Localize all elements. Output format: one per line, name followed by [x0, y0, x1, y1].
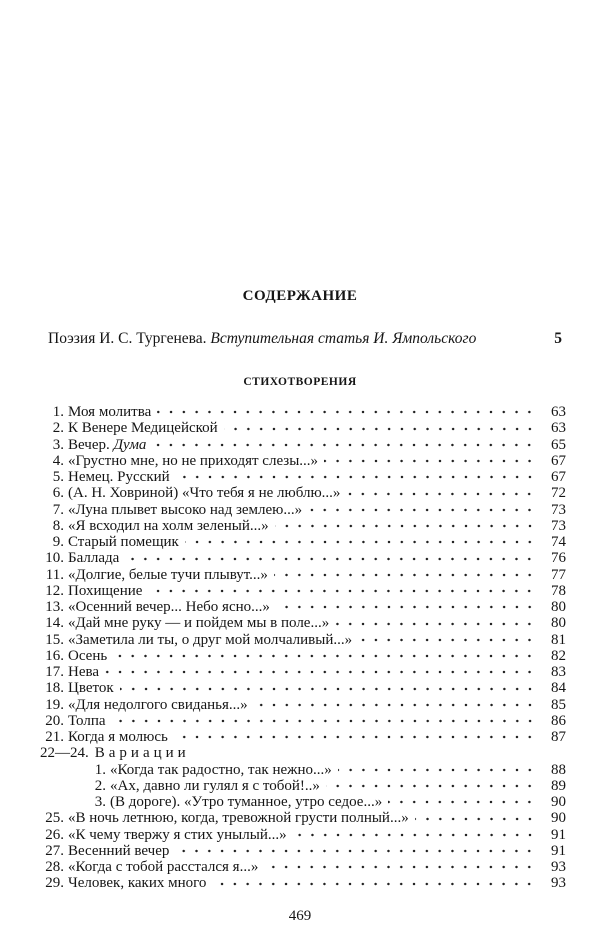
dot-leader [274, 570, 536, 580]
entry-number: 7. [52, 501, 64, 518]
entry-title: Старый помещик [68, 534, 179, 550]
entry-number: 10. [45, 550, 64, 567]
entry-page: 85 [551, 696, 566, 713]
dot-leader [293, 830, 536, 840]
entry-page: 86 [551, 712, 566, 729]
dot-leader [326, 781, 536, 791]
dot-leader [152, 440, 536, 450]
dot-leader [388, 797, 536, 807]
entry-title: Человек, каких много [68, 875, 207, 892]
toc-entry[interactable] [40, 518, 566, 534]
entry-number: 16. [45, 647, 64, 664]
entry-title: «Заметила ли ты, о друг мой молчаливый...» [68, 631, 353, 648]
toc-entry[interactable] [40, 827, 566, 843]
toc-entry[interactable] [40, 485, 566, 501]
entry-page: 83 [551, 664, 566, 680]
entry-page: 84 [551, 680, 566, 697]
entry-number: 28. [45, 859, 64, 875]
entry-page: 73 [551, 501, 566, 518]
dot-leader [105, 667, 536, 677]
dot-leader [346, 489, 536, 499]
entry-page: 80 [551, 615, 566, 632]
toc-entry[interactable] [40, 453, 566, 469]
toc-entry[interactable] [40, 713, 566, 729]
toc-entry[interactable] [40, 697, 566, 713]
entry-title: Похищение [68, 582, 143, 599]
entry-page: 63 [551, 404, 566, 420]
entry-title: Баллада [68, 550, 120, 567]
toc-entry[interactable] [40, 843, 566, 859]
dot-leader [324, 456, 536, 466]
entry-page: 81 [551, 631, 566, 648]
entry-number: 2. [94, 777, 106, 794]
entry-number: 19. [45, 696, 64, 713]
entry-number: 9. [52, 534, 64, 550]
entry-page: 73 [551, 517, 566, 534]
toc-list [40, 404, 566, 892]
entry-page: 93 [551, 859, 566, 875]
entry-page: 90 [551, 794, 566, 810]
entry-number: 29. [45, 875, 64, 892]
entry-number: 26. [45, 826, 64, 843]
toc-entry[interactable] [40, 664, 566, 680]
intro-page: 5 [554, 330, 562, 347]
entry-title: Вариации [94, 745, 190, 762]
dot-leader [176, 472, 536, 482]
entry-page: 90 [551, 810, 566, 827]
toc-entry[interactable] [40, 599, 566, 615]
entry-title: «В ночь летнюю, когда, тревожной грусти полный...» [68, 810, 409, 827]
entry-page: 77 [551, 566, 566, 583]
toc-group-heading [40, 745, 566, 761]
entry-title: К Венере Медицейской [68, 420, 218, 437]
entry-page: 65 [551, 436, 566, 453]
toc-entry[interactable] [40, 778, 566, 794]
entry-page: 91 [551, 826, 566, 843]
toc-entry[interactable] [40, 680, 566, 696]
entry-number: 22—24. [40, 745, 89, 762]
dot-leader [275, 521, 536, 531]
entry-number: 12. [45, 582, 64, 599]
entry-title: (В дороге). «Утро туманное, утро седое...» [110, 794, 383, 810]
toc-entry[interactable] [40, 810, 566, 826]
entry-title: «Луна плывет высоко над землею...» [68, 501, 303, 518]
dot-leader [112, 716, 536, 726]
entry-page: 87 [551, 729, 566, 745]
entry-page: 91 [551, 842, 566, 859]
entry-title: «Когда с тобой расстался я...» [68, 859, 259, 875]
toc-entry[interactable] [40, 583, 566, 599]
entry-page: 76 [551, 550, 566, 567]
dot-leader [224, 424, 536, 434]
entry-number: 6. [52, 485, 64, 502]
toc-entry[interactable] [40, 437, 566, 453]
toc-entry[interactable] [40, 762, 566, 778]
entry-number: 8. [52, 517, 64, 534]
entry-title: «Долгие, белые тучи плывут...» [68, 566, 268, 583]
dot-leader [264, 862, 536, 872]
dot-leader [308, 505, 536, 515]
entry-title: Цветок [68, 680, 114, 697]
entry-title: Весенний вечер [68, 842, 170, 859]
dot-leader [254, 700, 536, 710]
contents-title: СОДЕРЖАНИЕ [242, 288, 358, 304]
entry-number: 5. [52, 469, 64, 485]
toc-entry[interactable] [40, 550, 566, 566]
toc-entry[interactable] [40, 615, 566, 631]
toc-entry[interactable] [40, 567, 566, 583]
dot-leader [175, 846, 536, 856]
dot-leader [120, 684, 536, 694]
dot-leader [338, 765, 536, 775]
entry-number: 3. [94, 794, 106, 810]
entry-title: Моя молитва [68, 404, 152, 420]
entry-number: 1. [94, 761, 106, 778]
entry-page: 72 [551, 485, 566, 502]
entry-title: «Для недолгого свиданья...» [68, 696, 248, 713]
entry-number: 11. [45, 566, 64, 583]
entry-page: 89 [551, 777, 566, 794]
entry-title: Немец. Русский [68, 469, 170, 485]
dot-leader [157, 407, 536, 417]
entry-title: «Я всходил на холм зеленый...» [68, 517, 269, 534]
entry-title: (А. Н. Ховриной) «Что тебя я не люблю...» [68, 485, 341, 502]
entry-page: 82 [551, 647, 566, 664]
toc-entry[interactable] [40, 648, 566, 664]
entry-page: 78 [551, 582, 566, 599]
entry-number: 15. [45, 631, 64, 648]
dot-leader [276, 602, 536, 612]
entry-page: 63 [551, 420, 566, 437]
entry-number: 2. [52, 420, 64, 437]
entry-title: «Осенний вечер... Небо ясно...» [68, 599, 270, 615]
entry-number: 18. [45, 680, 64, 697]
intro-text: Поэзия И. С. Тургенева. Вступительная статья И. Ямпольского [48, 330, 477, 347]
entry-title: «Дай мне руку — и пойдем мы в поле...» [68, 615, 330, 632]
intro-entry[interactable] [48, 330, 562, 348]
dot-leader [415, 814, 536, 824]
toc-entry[interactable] [40, 729, 566, 745]
entry-page: 88 [551, 761, 566, 778]
toc-entry[interactable] [40, 859, 566, 875]
entry-page: 74 [551, 534, 566, 550]
toc-entry[interactable] [40, 632, 566, 648]
toc-entry[interactable] [40, 534, 566, 550]
entry-title: Толпа [68, 712, 106, 729]
entry-page: 67 [551, 452, 566, 469]
entry-number: 14. [45, 615, 64, 632]
entry-number: 1. [52, 404, 64, 420]
toc-entry[interactable] [40, 794, 566, 810]
entry-title: Осень [68, 647, 108, 664]
entry-number: 17. [45, 664, 64, 680]
entry-title: Когда я молюсь [68, 729, 168, 745]
entry-page: 80 [551, 599, 566, 615]
entry-number: 13. [45, 599, 64, 615]
entry-number: 4. [52, 452, 64, 469]
entry-title: «Когда так радостно, так нежно...» [110, 761, 332, 778]
entry-number: 27. [45, 842, 64, 859]
dot-leader [125, 554, 536, 564]
section-heading: СТИХОТВОРЕНИЯ [243, 376, 357, 388]
dot-leader [113, 651, 536, 661]
entry-number: 3. [52, 436, 64, 453]
toc-entry[interactable] [40, 404, 566, 420]
entry-number: 25. [45, 810, 64, 827]
entry-title: Нева [68, 664, 100, 680]
entry-number: 20. [45, 712, 64, 729]
entry-title: Вечер. Дума [68, 436, 147, 453]
entry-page: 67 [551, 469, 566, 485]
dot-leader [185, 537, 536, 547]
entry-page: 93 [551, 875, 566, 892]
toc-entry[interactable] [40, 502, 566, 518]
entry-number: 21. [45, 729, 64, 745]
page-number: 469 [288, 908, 312, 924]
entry-title: «Грустно мне, но не приходят слезы...» [68, 452, 319, 469]
dot-leader [358, 635, 536, 645]
dot-leader [148, 586, 536, 596]
toc-entry[interactable] [40, 875, 566, 891]
entry-title: «Ах, давно ли гулял я с тобой!..» [110, 777, 320, 794]
toc-entry[interactable] [40, 420, 566, 436]
dot-leader [335, 619, 536, 629]
entry-title: «К чему твержу я стих унылый...» [68, 826, 287, 843]
dot-leader [212, 879, 536, 889]
dot-leader [174, 732, 536, 742]
toc-entry[interactable] [40, 469, 566, 485]
